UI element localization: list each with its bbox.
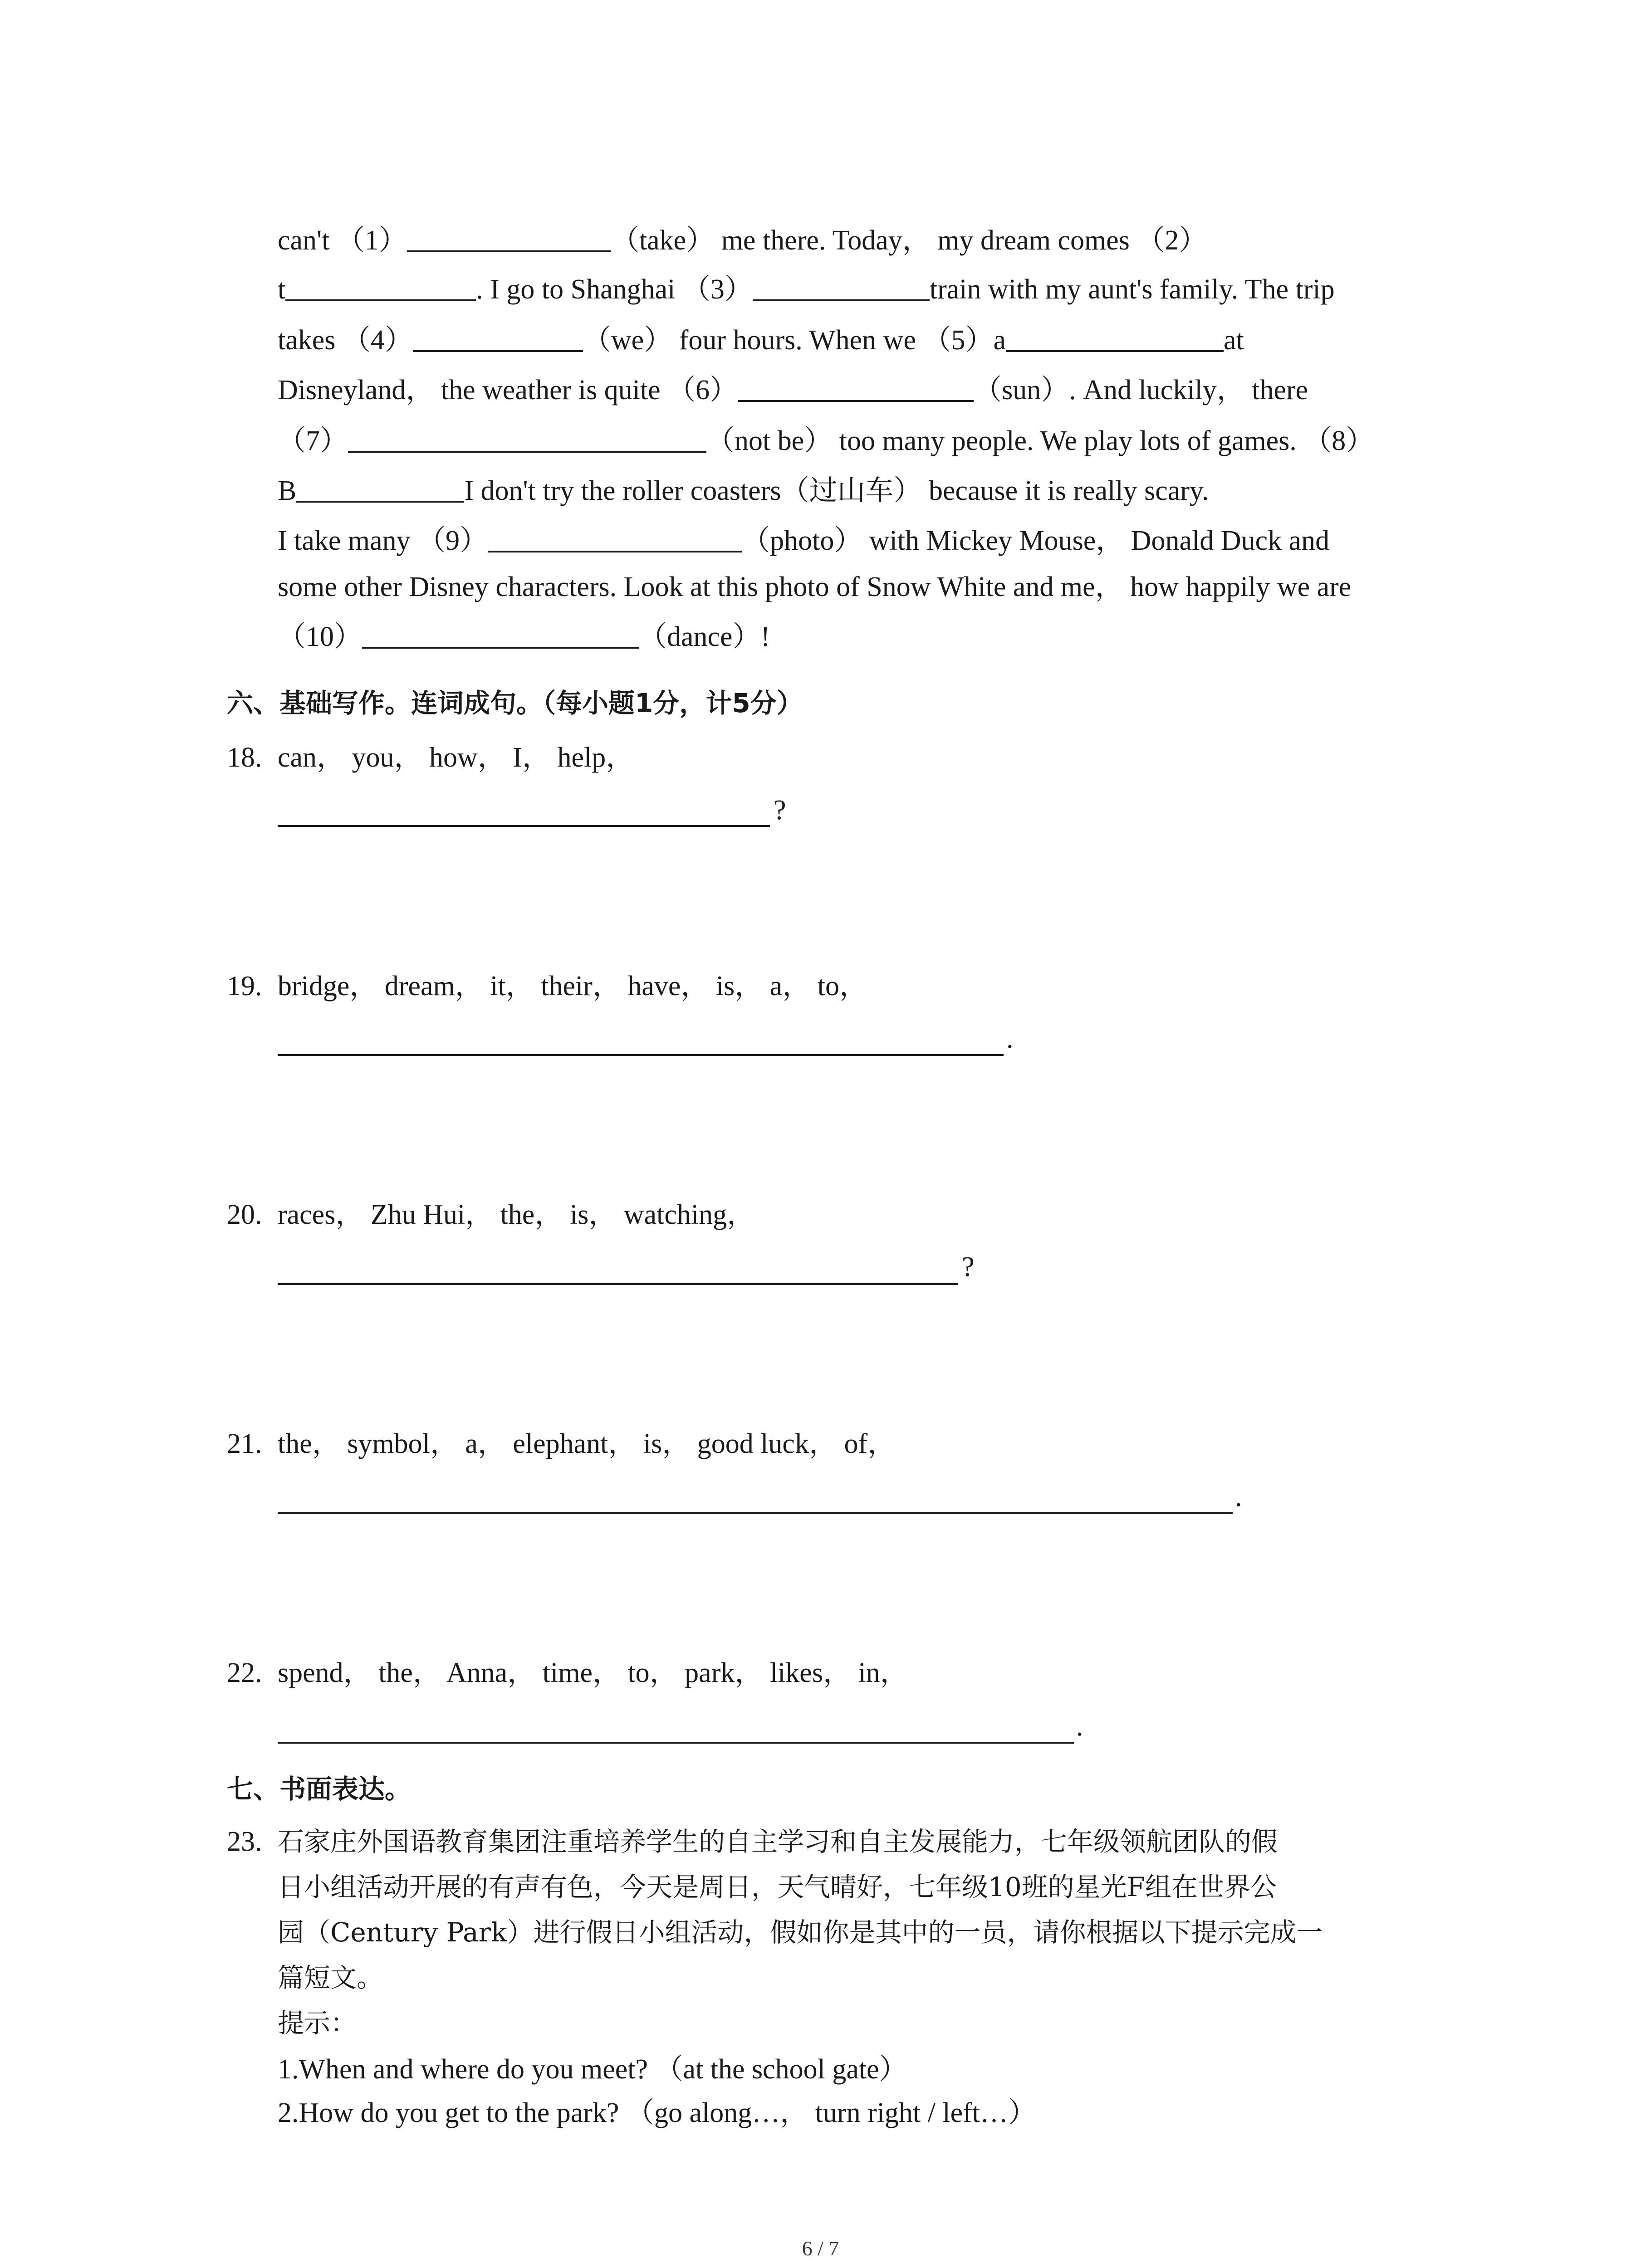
passage-text: B [278, 475, 297, 506]
passage-text: （10） [278, 621, 362, 652]
passage-text: train with my aunt's family. The trip [929, 274, 1335, 305]
answer-line-18[interactable] [278, 823, 770, 827]
passage-text: （7） [278, 425, 348, 456]
passage-text: （take） me there. Today， my dream comes （2） [611, 225, 1207, 256]
question-number: 20. [227, 1199, 262, 1230]
blank-10[interactable] [362, 621, 639, 649]
section-6-heading: 六、基础写作。连词成句。（每小题1分，计5分） [227, 688, 803, 719]
passage-line-2 [278, 272, 1335, 307]
passage-line-6 [278, 474, 1209, 508]
passage-text: some other Disney characters. Look at this photo of Snow White and me， how happily we are [278, 572, 1352, 602]
answer-line-21[interactable] [278, 1510, 1233, 1514]
word-list: spend， the， Anna， time， to， park， likes， in， [278, 1657, 908, 1688]
passage-line-7 [278, 523, 1329, 558]
passage-text: （sun）. And luckily， there [974, 375, 1308, 406]
word-list: bridge， dream， it， their， have， is， a， to， [278, 971, 868, 1002]
prompt-line-3: 园（Century Park）进行假日小组活动，假如你是其中的一员，请你根据以下提示完成一 [278, 1917, 1323, 1948]
hint-label: 提示： [278, 2008, 357, 2038]
blank-8[interactable] [296, 474, 464, 503]
passage-text: （not be） too many people. We play lots of games. （8） [706, 425, 1374, 456]
hint-1: 1.When and where do you meet? （at the school gate） [278, 2054, 907, 2085]
prompt-line-2: 日小组活动开展的有声有色，今天是周日，天气晴好，七年级10班的星光F组在世界公 [278, 1872, 1277, 1902]
end-punctuation: . [1076, 1711, 1083, 1742]
passage-text: （photo） with Mickey Mouse， Donald Duck and [742, 525, 1330, 556]
answer-line-19[interactable] [278, 1052, 1004, 1056]
page-number: 6 / 7 [802, 2237, 839, 2260]
passage-text: takes （4） [278, 325, 413, 356]
prompt-line-1: 石家庄外国语教育集团注重培养学生的自主学习和自主发展能力，七年级领航团队的假 [278, 1826, 1278, 1857]
passage-text: Disneyland， the weather is quite （6） [278, 375, 738, 406]
word-list: the， symbol， a， elephant， is， good luck， of， [278, 1428, 896, 1459]
end-punctuation: . [1235, 1481, 1242, 1512]
hint-2: 2.How do you get to the park? （go along…， turn right / left…） [278, 2097, 1037, 2128]
word-list: can， you， how， I， help， [278, 742, 634, 773]
passage-line-3 [278, 323, 1244, 357]
passage-line-9 [278, 620, 770, 654]
word-list: races， Zhu Hui， the， is， watching， [278, 1199, 755, 1230]
passage-line-1 [278, 223, 1207, 258]
passage-text: （we） four hours. When we （5）a [583, 325, 1006, 356]
end-punctuation: . [1006, 1023, 1014, 1054]
passage-text: I take many （9） [278, 525, 488, 556]
question-number: 19. [227, 971, 262, 1002]
answer-line-20[interactable] [278, 1281, 958, 1285]
passage-line-4 [278, 373, 1308, 407]
blank-1[interactable] [407, 224, 611, 252]
passage-line-5 [278, 424, 1374, 458]
passage-line-8 [278, 570, 1351, 604]
answer-line-22[interactable] [278, 1740, 1074, 1744]
question-number: 21. [227, 1428, 262, 1459]
blank-3[interactable] [753, 273, 930, 301]
end-punctuation: ? [962, 1251, 975, 1282]
blank-6[interactable] [738, 374, 974, 402]
passage-text: t [278, 274, 286, 305]
passage-text: I don't try the roller coasters（过山车） because it is really scary. [464, 475, 1209, 506]
question-number: 18. [227, 742, 262, 773]
prompt-line-4: 篇短文。 [278, 1962, 383, 1993]
blank-2[interactable] [285, 273, 476, 301]
question-number: 23. [227, 1826, 262, 1857]
question-number: 22. [227, 1657, 262, 1688]
passage-text: （dance）! [639, 621, 770, 652]
passage-text: at [1224, 325, 1244, 356]
blank-5[interactable] [1006, 324, 1224, 352]
passage-text: . I go to Shanghai （3） [476, 274, 753, 305]
passage-text: can't （1） [278, 225, 407, 256]
blank-4[interactable] [413, 324, 583, 352]
blank-9[interactable] [488, 524, 742, 552]
end-punctuation: ? [774, 795, 786, 826]
blank-7[interactable] [348, 425, 706, 453]
section-7-heading: 七、书面表达。 [227, 1774, 411, 1804]
